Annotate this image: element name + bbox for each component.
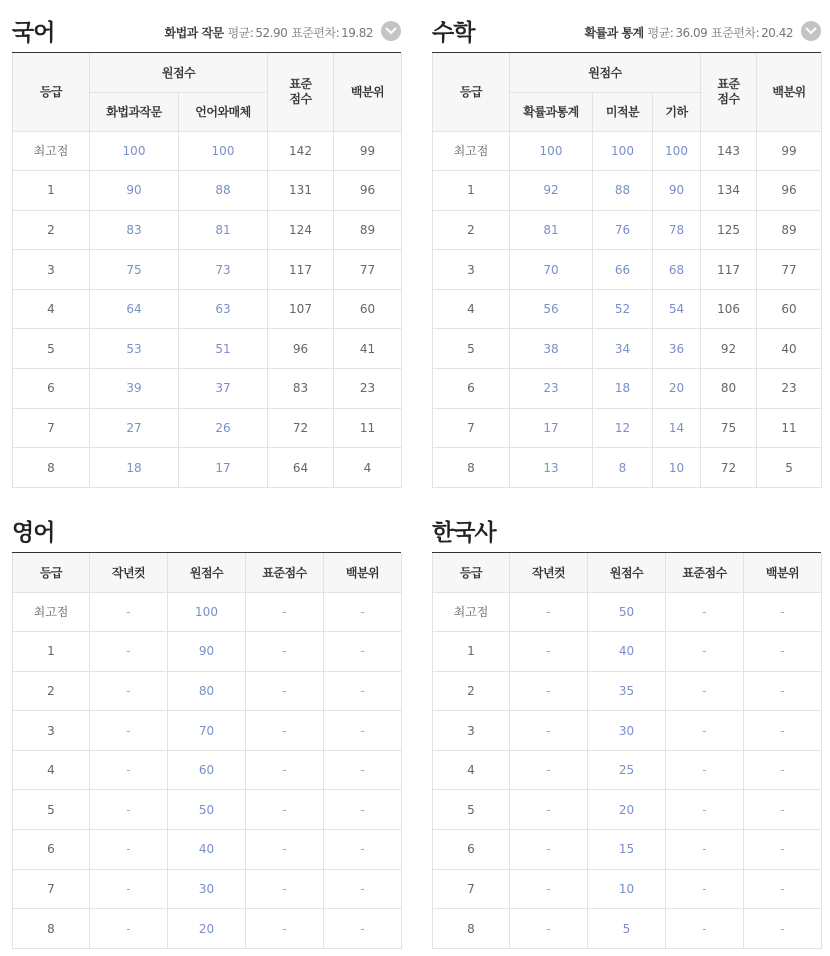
last-year-cut-cell: - [510, 790, 588, 830]
percentile-cell: 4 [334, 448, 402, 488]
raw-score-cell: 56 [510, 289, 593, 329]
standard-score-cell: 96 [268, 329, 334, 369]
table-row [433, 592, 822, 632]
last-year-cut-cell: - [90, 671, 168, 711]
last-year-cut-cell: - [510, 909, 588, 949]
english-panel [12, 510, 401, 949]
grade-cell: 7 [433, 869, 510, 909]
header-percentile: 백분위 [334, 53, 402, 131]
grade-cell: 8 [433, 448, 510, 488]
percentile-cell: 11 [757, 408, 822, 448]
standard-score-cell: 117 [268, 250, 334, 290]
percentile-cell: 89 [757, 210, 822, 250]
raw-score-cell: 27 [90, 408, 179, 448]
raw-score-cell: 10 [588, 869, 666, 909]
history-title: 한국사 [432, 520, 496, 546]
header-raw-score: 원점수 [510, 53, 701, 92]
header-percentile: 백분위 [757, 53, 822, 131]
raw-score-cell: 23 [510, 369, 593, 409]
raw-score-cell: 39 [90, 369, 179, 409]
korean-title: 국어 [12, 20, 55, 46]
grade-cell: 1 [13, 171, 90, 211]
raw-score-cell: 100 [593, 131, 653, 171]
percentile-cell: - [324, 750, 402, 790]
raw-score-cell: 68 [653, 250, 701, 290]
raw-score-cell: 5 [588, 909, 666, 949]
korean-subject-dropdown-button[interactable] [381, 21, 401, 41]
raw-score-cell: 34 [593, 329, 653, 369]
table-row [433, 909, 822, 949]
raw-score-cell: 70 [168, 711, 246, 751]
last-year-cut-cell: - [90, 830, 168, 870]
percentile-cell: - [324, 790, 402, 830]
percentile-cell: - [324, 869, 402, 909]
raw-score-cell: 100 [510, 131, 593, 171]
standard-score-cell: - [666, 750, 744, 790]
standard-score-cell: 75 [701, 408, 757, 448]
korean-sd-label: 표준편차: [291, 26, 340, 40]
raw-score-cell: 20 [168, 909, 246, 949]
percentile-cell: 11 [334, 408, 402, 448]
header-raw-score: 원점수 [90, 53, 268, 92]
raw-score-cell: 92 [510, 171, 593, 211]
grade-cell: 1 [433, 171, 510, 211]
grade-cell: 8 [13, 448, 90, 488]
percentile-cell: 40 [757, 329, 822, 369]
grade-cell: 최고점 [433, 592, 510, 632]
table-row [13, 632, 402, 672]
standard-score-cell: - [246, 592, 324, 632]
last-year-cut-cell: - [510, 632, 588, 672]
raw-score-cell: 50 [168, 790, 246, 830]
grade-cell: 8 [433, 909, 510, 949]
grade-cell: 3 [433, 711, 510, 751]
header-last-year-cut: 작년컷 [90, 553, 168, 592]
header-standard-score: 표준점수 [246, 553, 324, 592]
grade-cell: 4 [433, 750, 510, 790]
table-row [13, 750, 402, 790]
grade-cell: 7 [433, 408, 510, 448]
korean-stats [164, 24, 373, 41]
table-row [13, 369, 402, 409]
math-stats [584, 24, 793, 41]
header-standard-score-label: 표준 점수 [289, 76, 312, 106]
math-sd-value: 20.42 [761, 26, 793, 40]
raw-score-cell: 63 [179, 289, 268, 329]
raw-score-cell: 60 [168, 750, 246, 790]
raw-score-cell: 100 [168, 592, 246, 632]
table-row [433, 131, 822, 171]
standard-score-cell: - [666, 830, 744, 870]
grade-cell: 최고점 [433, 131, 510, 171]
percentile-cell: 60 [757, 289, 822, 329]
standard-score-cell: - [666, 711, 744, 751]
standard-score-cell: 72 [701, 448, 757, 488]
standard-score-cell: - [246, 909, 324, 949]
table-row [13, 448, 402, 488]
standard-score-cell: 117 [701, 250, 757, 290]
header-grade: 등급 [13, 553, 90, 592]
table-row [13, 671, 402, 711]
history-panel [432, 510, 821, 949]
table-row [13, 909, 402, 949]
last-year-cut-cell: - [90, 869, 168, 909]
percentile-cell: 5 [757, 448, 822, 488]
math-grade-table [432, 53, 822, 488]
math-mean-value: 36.09 [675, 26, 708, 40]
grade-cell: 5 [13, 329, 90, 369]
korean-grade-table [12, 53, 402, 488]
percentile-cell: 99 [334, 131, 402, 171]
grade-cell: 1 [433, 632, 510, 672]
percentile-cell: - [744, 592, 822, 632]
table-row [433, 408, 822, 448]
raw-score-cell: 17 [510, 408, 593, 448]
percentile-cell: 23 [757, 369, 822, 409]
korean-panel [12, 10, 401, 488]
history-table-body [433, 592, 822, 948]
raw-score-cell: 20 [588, 790, 666, 830]
raw-score-cell: 53 [90, 329, 179, 369]
raw-score-cell: 18 [593, 369, 653, 409]
last-year-cut-cell: - [510, 869, 588, 909]
percentile-cell: 89 [334, 210, 402, 250]
table-row [433, 671, 822, 711]
standard-score-cell: - [246, 632, 324, 672]
last-year-cut-cell: - [90, 750, 168, 790]
last-year-cut-cell: - [510, 592, 588, 632]
percentile-cell: 99 [757, 131, 822, 171]
percentile-cell: - [744, 909, 822, 949]
table-row [13, 329, 402, 369]
percentile-cell: - [744, 671, 822, 711]
grade-cell: 3 [13, 711, 90, 751]
header-subject-3: 기하 [653, 92, 701, 131]
grade-cell: 6 [13, 369, 90, 409]
percentile-cell: - [744, 869, 822, 909]
percentile-cell: 41 [334, 329, 402, 369]
math-mean-label: 평균: [647, 26, 674, 40]
standard-score-cell: 107 [268, 289, 334, 329]
raw-score-cell: 15 [588, 830, 666, 870]
header-subject-1: 화법과작문 [90, 92, 179, 131]
korean-selected-subject: 화법과 작문 [164, 26, 224, 40]
table-row [13, 592, 402, 632]
grade-cell: 6 [433, 369, 510, 409]
percentile-cell: - [324, 909, 402, 949]
standard-score-cell: - [666, 592, 744, 632]
table-row [13, 790, 402, 830]
grade-cell: 4 [13, 289, 90, 329]
table-row [433, 869, 822, 909]
grade-cell: 8 [13, 909, 90, 949]
last-year-cut-cell: - [90, 711, 168, 751]
last-year-cut-cell: - [90, 909, 168, 949]
raw-score-cell: 73 [179, 250, 268, 290]
standard-score-cell: - [246, 711, 324, 751]
percentile-cell: - [324, 632, 402, 672]
percentile-cell: 96 [757, 171, 822, 211]
table-row [433, 369, 822, 409]
table-row [433, 250, 822, 290]
raw-score-cell: 76 [593, 210, 653, 250]
english-table-body [13, 592, 402, 948]
raw-score-cell: 100 [90, 131, 179, 171]
last-year-cut-cell: - [510, 671, 588, 711]
percentile-cell: 60 [334, 289, 402, 329]
standard-score-cell: 106 [701, 289, 757, 329]
percentile-cell: 23 [334, 369, 402, 409]
raw-score-cell: 13 [510, 448, 593, 488]
table-row [13, 289, 402, 329]
percentile-cell: 96 [334, 171, 402, 211]
table-row [433, 750, 822, 790]
raw-score-cell: 14 [653, 408, 701, 448]
header-standard-score [701, 53, 757, 131]
raw-score-cell: 38 [510, 329, 593, 369]
table-row [433, 711, 822, 751]
last-year-cut-cell: - [90, 790, 168, 830]
percentile-cell: 77 [334, 250, 402, 290]
raw-score-cell: 100 [179, 131, 268, 171]
grade-cell: 5 [433, 329, 510, 369]
percentile-cell: - [324, 671, 402, 711]
raw-score-cell: 25 [588, 750, 666, 790]
raw-score-cell: 50 [588, 592, 666, 632]
math-title: 수학 [432, 20, 475, 46]
header-raw-score: 원점수 [168, 553, 246, 592]
korean-sd-value: 19.82 [341, 26, 373, 40]
math-panel [432, 10, 821, 488]
percentile-cell: - [744, 632, 822, 672]
standard-score-cell: 134 [701, 171, 757, 211]
raw-score-cell: 54 [653, 289, 701, 329]
last-year-cut-cell: - [510, 830, 588, 870]
table-row [13, 711, 402, 751]
header-grade: 등급 [433, 553, 510, 592]
table-row [433, 448, 822, 488]
standard-score-cell: - [666, 909, 744, 949]
standard-score-cell: 131 [268, 171, 334, 211]
grade-cell: 6 [13, 830, 90, 870]
percentile-cell: - [744, 830, 822, 870]
math-panel-header [432, 10, 821, 53]
raw-score-cell: 26 [179, 408, 268, 448]
raw-score-cell: 20 [653, 369, 701, 409]
header-percentile: 백분위 [324, 553, 402, 592]
chevron-down-icon [385, 26, 397, 36]
chevron-down-icon [805, 26, 817, 36]
raw-score-cell: 37 [179, 369, 268, 409]
table-row [433, 329, 822, 369]
english-grade-table [12, 553, 402, 949]
raw-score-cell: 75 [90, 250, 179, 290]
header-subject-2: 언어와매체 [179, 92, 268, 131]
raw-score-cell: 80 [168, 671, 246, 711]
math-sd-label: 표준편차: [711, 26, 760, 40]
standard-score-cell: - [246, 790, 324, 830]
standard-score-cell: 124 [268, 210, 334, 250]
standard-score-cell: - [246, 830, 324, 870]
header-subject-2: 미적분 [593, 92, 653, 131]
grade-cell: 7 [13, 408, 90, 448]
grade-cell: 4 [433, 289, 510, 329]
grade-cell: 3 [433, 250, 510, 290]
raw-score-cell: 30 [168, 869, 246, 909]
history-panel-header [432, 510, 821, 553]
last-year-cut-cell: - [510, 711, 588, 751]
table-row [433, 790, 822, 830]
raw-score-cell: 18 [90, 448, 179, 488]
raw-score-cell: 40 [588, 632, 666, 672]
grade-cell: 3 [13, 250, 90, 290]
table-row [13, 210, 402, 250]
table-row [13, 250, 402, 290]
standard-score-cell: 125 [701, 210, 757, 250]
grade-cell: 2 [433, 671, 510, 711]
grade-cell: 7 [13, 869, 90, 909]
table-row [13, 131, 402, 171]
last-year-cut-cell: - [90, 592, 168, 632]
standard-score-cell: - [666, 671, 744, 711]
last-year-cut-cell: - [90, 632, 168, 672]
percentile-cell: - [324, 592, 402, 632]
korean-mean-label: 평균: [227, 26, 254, 40]
grade-cell: 5 [13, 790, 90, 830]
standard-score-cell: 143 [701, 131, 757, 171]
history-grade-table [432, 553, 822, 949]
korean-mean-value: 52.90 [255, 26, 288, 40]
grade-cell: 2 [433, 210, 510, 250]
header-standard-score: 표준점수 [666, 553, 744, 592]
standard-score-cell: - [246, 869, 324, 909]
raw-score-cell: 90 [168, 632, 246, 672]
table-row [433, 210, 822, 250]
grade-cell: 4 [13, 750, 90, 790]
korean-table-body [13, 131, 402, 487]
grade-cell: 5 [433, 790, 510, 830]
math-selected-subject: 확률과 통계 [584, 26, 644, 40]
percentile-cell: 77 [757, 250, 822, 290]
standard-score-cell: 64 [268, 448, 334, 488]
math-subject-dropdown-button[interactable] [801, 21, 821, 41]
table-row [433, 171, 822, 211]
table-row [13, 171, 402, 211]
raw-score-cell: 52 [593, 289, 653, 329]
standard-score-cell: 72 [268, 408, 334, 448]
header-raw-score: 원점수 [588, 553, 666, 592]
last-year-cut-cell: - [510, 750, 588, 790]
raw-score-cell: 90 [90, 171, 179, 211]
raw-score-cell: 83 [90, 210, 179, 250]
standard-score-cell: 142 [268, 131, 334, 171]
standard-score-cell: 83 [268, 369, 334, 409]
table-row [13, 830, 402, 870]
raw-score-cell: 40 [168, 830, 246, 870]
grade-cell: 2 [13, 210, 90, 250]
english-title: 영어 [12, 520, 55, 546]
raw-score-cell: 36 [653, 329, 701, 369]
korean-panel-header [12, 10, 401, 53]
standard-score-cell: 80 [701, 369, 757, 409]
header-grade: 등급 [433, 53, 510, 131]
header-grade: 등급 [13, 53, 90, 131]
raw-score-cell: 81 [510, 210, 593, 250]
raw-score-cell: 81 [179, 210, 268, 250]
raw-score-cell: 8 [593, 448, 653, 488]
table-row [13, 408, 402, 448]
header-subject-1: 확률과통계 [510, 92, 593, 131]
raw-score-cell: 70 [510, 250, 593, 290]
standard-score-cell: - [666, 632, 744, 672]
grade-cell: 최고점 [13, 592, 90, 632]
header-percentile: 백분위 [744, 553, 822, 592]
grade-cell: 최고점 [13, 131, 90, 171]
table-row [433, 830, 822, 870]
raw-score-cell: 90 [653, 171, 701, 211]
grade-cell: 2 [13, 671, 90, 711]
english-panel-header [12, 510, 401, 553]
raw-score-cell: 64 [90, 289, 179, 329]
raw-score-cell: 100 [653, 131, 701, 171]
raw-score-cell: 30 [588, 711, 666, 751]
raw-score-cell: 12 [593, 408, 653, 448]
raw-score-cell: 17 [179, 448, 268, 488]
raw-score-cell: 88 [179, 171, 268, 211]
grade-cell: 1 [13, 632, 90, 672]
header-last-year-cut: 작년컷 [510, 553, 588, 592]
standard-score-cell: - [246, 671, 324, 711]
standard-score-cell: 92 [701, 329, 757, 369]
percentile-cell: - [744, 790, 822, 830]
grade-cell: 6 [433, 830, 510, 870]
percentile-cell: - [324, 711, 402, 751]
raw-score-cell: 66 [593, 250, 653, 290]
math-table-body [433, 131, 822, 487]
raw-score-cell: 35 [588, 671, 666, 711]
percentile-cell: - [744, 711, 822, 751]
standard-score-cell: - [666, 869, 744, 909]
standard-score-cell: - [246, 750, 324, 790]
raw-score-cell: 10 [653, 448, 701, 488]
table-row [433, 289, 822, 329]
table-row [13, 869, 402, 909]
raw-score-cell: 88 [593, 171, 653, 211]
header-standard-score [268, 53, 334, 131]
raw-score-cell: 51 [179, 329, 268, 369]
raw-score-cell: 78 [653, 210, 701, 250]
standard-score-cell: - [666, 790, 744, 830]
percentile-cell: - [744, 750, 822, 790]
header-standard-score-label: 표준 점수 [717, 76, 740, 106]
table-row [433, 632, 822, 672]
percentile-cell: - [324, 830, 402, 870]
